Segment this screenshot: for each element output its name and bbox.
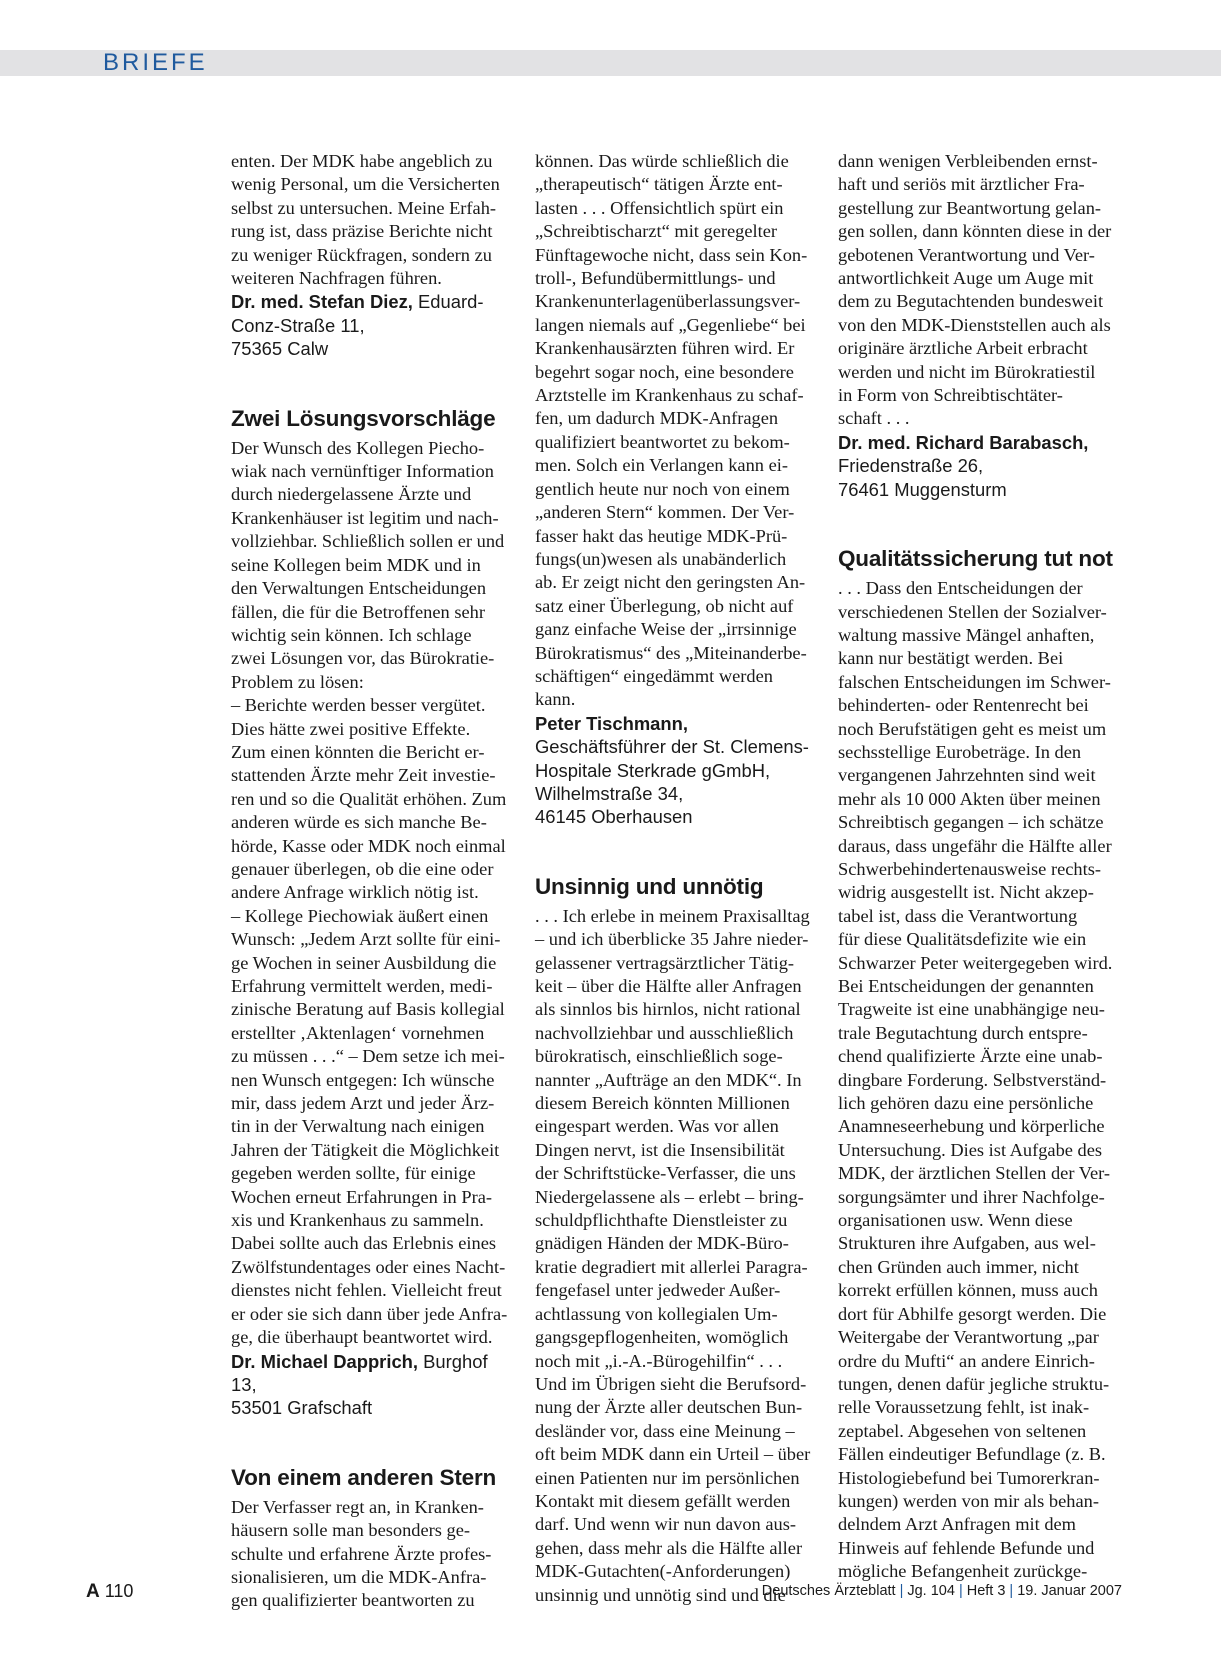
journal-footer: Deutsches Ärzteblatt | Jg. 104 | Heft 3 | 19. Januar 2007 — [761, 1583, 1122, 1599]
signature-name: Dr. med. Stefan Diez, — [231, 291, 413, 313]
letter-heading: Unsinnig und unnötig — [535, 873, 764, 899]
letter-signature — [535, 712, 821, 829]
signature-name: Peter Tischmann, — [535, 712, 688, 734]
signature-address: Eduard-Conz-Straße 11, 75365 Calw — [231, 291, 484, 360]
column-1 — [231, 150, 517, 1613]
letter-paragraph: können. Das würde schließlich die „therapeutisch“ tätigen Ärzte ent- lasten . . . Offensichtlich spürt ein „Schreibtischarzt“ mit geregelter Fünftagewoche nicht, dass sein Kon- troll-, Befundübermittlungs- und Krankenunterlagenüberlassungsver- langen niemals auf „Gegenliebe“ bei Krankenhausärzten führen wird. Er begehrt sogar noch, eine besondere Arztstelle im Krankenhaus zu schaf- fen, um dadurch MDK-Anfragen qualifiziert beantwortet zu bekom- men. Solch ein Verlangen kann ei- gentlich heute nur noch von einem „anderen Stern“ kommen. Der Ver- fasser hakt das heutige MDK-Prü- fungs(un)wesen als unabänderlich ab. Er zeigt nicht den geringsten An- satz einer Überlegung, ob nicht auf ganz einfache Weise der „irrsinnige Bürokratismus“ des „Miteinanderbe- schäftigen“ eingedämmt werden kann. — [535, 151, 808, 710]
letter-paragraph: dann wenigen Verbleibenden ernst- haft und seriös mit ärztlicher Fra- gestellung zur Beantwortung gelan- gen sollen, dann könnten diese in der gebotenen Verantwortung und Ver- antwortlichkeit Auge um Auge mit dem zu Begutachtenden bundesweit von den MDK-Dienststellen auch als originäre ärztliche Arbeit erbracht werden und nicht im Bürokratiestil in Form von Schreibtischtäter- schaft . . . — [838, 151, 1112, 429]
letter-signature — [231, 290, 517, 360]
letter-signature — [838, 431, 1124, 501]
column-2 — [535, 150, 821, 1607]
page-prefix: A — [86, 1581, 100, 1602]
letter-paragraph: Der Wunsch des Kollegen Piecho- wiak nach vernünftiger Information durch niedergelassene Ärzte und Krankenhäuser ist legitim und nach- vollziehbar. Schließlich sollen er und seine Kollegen beim MDK und in den Verwaltungen Entscheidungen fällen, die für die Betroffenen sehr wichtig sein können. Ich schlage zwei Lösungen vor, das Bürokratie- Problem zu lösen: – Berichte werden besser vergütet. Dies hätte zwei positive Effekte. Zum einen könnten die Bericht er- stattenden Ärzte mehr Zeit investie- ren und so die Qualität erhöhen. Zum anderen würde es sich manche Be- hörde, Kasse oder MDK noch einmal genauer überlegen, ob die eine oder andere Anfrage wirklich nötig ist. – Kollege Piechowiak äußert einen Wunsch: „Jedem Arzt sollte für eini- ge Wochen in seiner Ausbildung die Erfahrung vermittelt werden, medi- zinische Beratung auf Basis kollegial erstellter ‚Aktenlagen‘ vornehmen zu müssen . . .“ – Dem setze ich mei- nen Wunsch entgegen: Ich wünsche mir, dass jedem Arzt und jeder Ärz- tin in der Verwaltung nach einigen Jahren der Tätigkeit die Möglichkeit gegeben werden sollte, für einige Wochen erneut Erfahrungen in Pra- xis und Krankenhaus zu sammeln. Dabei sollte auch das Erlebnis eines Zwölfstundentages oder eines Nacht- dienstes nicht fehlen. Vielleicht freut er oder sie sich dann über jede Anfra- ge, die überhaupt beantwortet wird. — [231, 437, 508, 1348]
signature-address: Geschäftsführer der St. Clemens- Hospitale Sterkrade gGmbH, Wilhelmstraße 34, 46145 Oberhausen — [535, 736, 809, 828]
letter-heading: Qualitätssicherung tut not — [838, 546, 1113, 572]
signature-name: Dr. Michael Dapprich, — [231, 1350, 419, 1372]
signature-address: Friedenstraße 26, 76461 Muggensturm — [838, 455, 1007, 500]
letter-paragraph: enten. Der MDK habe angeblich zu wenig Personal, um die Versicherten selbst zu untersuchen. Meine Erfah- rung ist, dass präzise Berichte nicht zu weniger Rückfragen, sondern zu weiteren Nachfragen führen. — [231, 151, 500, 289]
section-title: BRIEFE — [103, 49, 208, 76]
letter-heading: Zwei Lösungsvorschläge — [231, 405, 496, 431]
journal-date: 19. Januar 2007 — [1017, 1583, 1122, 1599]
page-number-value: 110 — [104, 1581, 134, 1601]
signature-address: Burghof 13, 53501 Grafschaft — [231, 1350, 488, 1419]
letter-signature — [231, 1350, 517, 1420]
journal-issue: Heft 3 — [966, 1583, 1006, 1599]
journal-volume: Jg. 104 — [907, 1583, 955, 1599]
signature-name: Dr. med. Richard Barabasch, — [838, 431, 1089, 453]
column-3 — [838, 150, 1124, 1584]
letter-paragraph: . . . Ich erlebe in meinem Praxisalltag – und ich überblicke 35 Jahre nieder- gelassener vertragsärztlicher Tätig- keit – über die Hälfte aller Anfragen als sinnlos bis hirnlos, nicht rational nachvollziehbar und ausschließlich bürokratisch, einschließlich soge- nannter „Aufträge an den MDK“. In diesem Bereich könnten Millionen eingespart werden. Was vor allen Dingen nervt, ist die Insensibilität der Schriftstücke-Verfasser, die uns Niedergelassene als – erlebt – bring- schuldpflichthafte Dienstleister zu gnädigen Händen der MDK-Büro- kratie degradiert mit allerlei Paragra- fengefasel unter jedweder Außer- achtlassung von kollegialen Um- gangsgepflogenheiten, womöglich noch mit „i.-A.-Bürogehilfin“ . . . Und im Übrigen sieht die Berufsord- nung der Ärzte aller deutschen Bun- desländer vor, dass eine Meinung – oft beim MDK dann ein Urteil – über einen Patienten nur im persönlichen Kontakt mit diesem gefällt werden darf. Und wenn wir nun davon aus- gehen, dass mehr als die Hälfte aller MDK-Gutachten(-Anforderungen) unsinnig und unnötig sind und die — [535, 905, 811, 1605]
journal-name: Deutsches Ärzteblatt — [761, 1583, 896, 1599]
page-number — [86, 1581, 133, 1603]
letter-paragraph: Der Verfasser regt an, in Kranken- häusern solle man besonders ge- schulte und erfahrene Ärzte profes- sionalisieren, um die MDK-Anfra- gen qualifizierter beantworten zu — [231, 1496, 492, 1611]
letter-heading: Von einem anderen Stern — [231, 1464, 497, 1490]
letter-paragraph: . . . Dass den Entscheidungen der verschiedenen Stellen der Sozialver- waltung massive Mängel anhaften, kann nur bestätigt werden. Bei falschen Entscheidungen im Schwer- behinderten- oder Rentenrecht bei noch Berufstätigen geht es meist um sechsstellige Eurobeträge. In den vergangenen Jahrzehnten sind weit mehr als 10 000 Akten über meinen Schreibtisch gegangen – ich schätze daraus, dass ungefähr die Hälfte aller Schwerbehindertenausweise rechts- widrig ausgestellt ist. Nicht akzep- tabel ist, dass die Verantwortung für diese Qualitätsdefizite wie ein Schwarzer Peter weitergegeben wird. Bei Entscheidungen der genannten Tragweite ist eine unabhängige neu- trale Begutachtung durch entspre- chend qualifizierte Ärzte eine unab- dingbare Forderung. Selbstverständ- lich gehören dazu eine persönliche Anamneseerhebung und körperliche Untersuchung. Dies ist Aufgabe des MDK, der ärztlichen Stellen der Ver- sorgungsämter und ihrer Nachfolge- organisationen usw. Wenn diese Strukturen ihre Aufgaben, aus wel- chen Gründen auch immer, nicht korrekt erfüllen können, muss auch dort für Abhilfe gesorgt werden. Die Weitergabe der Verantwortung „par ordre du Mufti“ an andere Einrich- tungen, denen dafür jegliche struktu- relle Voraussetzung fehlt, ist inak- zeptabel. Abgesehen von seltenen Fällen eindeutiger Befundlage (z. B. Histologiebefund bei Tumorerkran- kungen) werden von mir als behan- delndem Arzt Anfragen mit dem Hinweis auf fehlende Befunde und mögliche Befangenheit zurückge- — [838, 578, 1113, 1582]
